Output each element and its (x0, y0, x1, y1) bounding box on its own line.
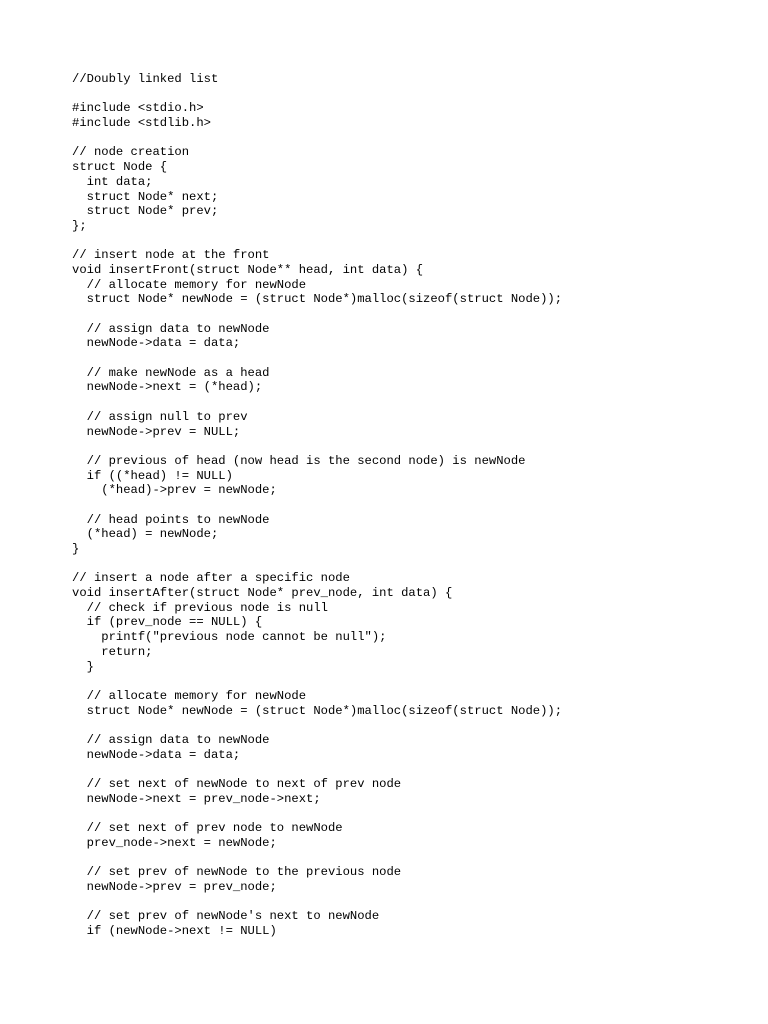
code-line: // check if previous node is null (72, 600, 328, 615)
code-line: // head points to newNode (72, 512, 270, 527)
code-line: struct Node* newNode = (struct Node*)malloc(sizeof(struct Node)); (72, 703, 563, 718)
code-line: prev_node->next = newNode; (72, 835, 277, 850)
code-line: newNode->prev = prev_node; (72, 879, 277, 894)
code-line (72, 498, 562, 513)
code-line: // allocate memory for newNode (72, 688, 307, 703)
code-line: newNode->data = data; (72, 336, 241, 351)
code-line: // node creation (72, 145, 190, 160)
code-line: int data; (72, 174, 153, 189)
code-line (72, 557, 562, 572)
code-line (72, 234, 562, 249)
code-line: // allocate memory for newNode (72, 277, 307, 292)
code-line (72, 806, 562, 821)
code-line (72, 87, 562, 102)
code-line: //Doubly linked list (72, 72, 219, 86)
code-line: if (prev_node == NULL) { (72, 615, 263, 630)
code-line (72, 762, 562, 777)
code-line: newNode->next = prev_node->next; (72, 791, 321, 806)
code-line (72, 674, 562, 689)
code-line: if ((*head) != NULL) (72, 468, 233, 483)
code-line: newNode->next = (*head); (72, 380, 263, 395)
code-line: // assign data to newNode (72, 732, 270, 747)
code-line: // set next of newNode to next of prev node (72, 777, 402, 791)
code-line: struct Node* prev; (72, 204, 219, 219)
code-line: // set prev of newNode to the previous node (72, 865, 402, 880)
code-line: struct Node* next; (72, 189, 219, 204)
code-line: (*head) = newNode; (72, 527, 219, 542)
code-line (72, 307, 562, 322)
code-line: // insert a node after a specific node (72, 571, 350, 586)
code-block (72, 72, 562, 939)
code-line: return; (72, 644, 153, 659)
code-line: newNode->data = data; (72, 747, 241, 762)
code-line: // assign data to newNode (72, 321, 270, 336)
code-line: void insertFront(struct Node** head, int data) { (72, 262, 424, 277)
code-line: // insert node at the front (72, 248, 270, 263)
code-line: printf("previous node cannot be null"); (72, 630, 387, 645)
code-line: newNode->prev = NULL; (72, 424, 241, 439)
code-line: struct Node* newNode = (struct Node*)malloc(sizeof(struct Node)); (72, 292, 563, 307)
code-line: if (newNode->next != NULL) (72, 923, 277, 938)
code-line: (*head)->prev = newNode; (72, 483, 277, 498)
code-line: // set next of prev node to newNode (72, 821, 343, 836)
code-line (72, 131, 562, 146)
code-line: // set prev of newNode's next to newNode (72, 909, 380, 924)
code-line: } (72, 542, 80, 556)
code-line: struct Node { (72, 160, 168, 175)
code-line (72, 718, 562, 733)
code-line: #include <stdio.h> (72, 101, 204, 116)
code-line (72, 895, 562, 910)
code-line (72, 439, 562, 454)
code-line (72, 395, 562, 410)
code-line: // assign null to prev (72, 409, 248, 424)
code-line: // previous of head (now head is the second node) is newNode (72, 453, 526, 468)
code-line: }; (72, 218, 87, 233)
code-line: } (72, 659, 94, 674)
code-line (72, 351, 562, 366)
code-line: // make newNode as a head (72, 365, 270, 380)
code-line: void insertAfter(struct Node* prev_node, int data) { (72, 586, 453, 601)
code-line (72, 850, 562, 865)
code-line: #include <stdlib.h> (72, 116, 211, 131)
